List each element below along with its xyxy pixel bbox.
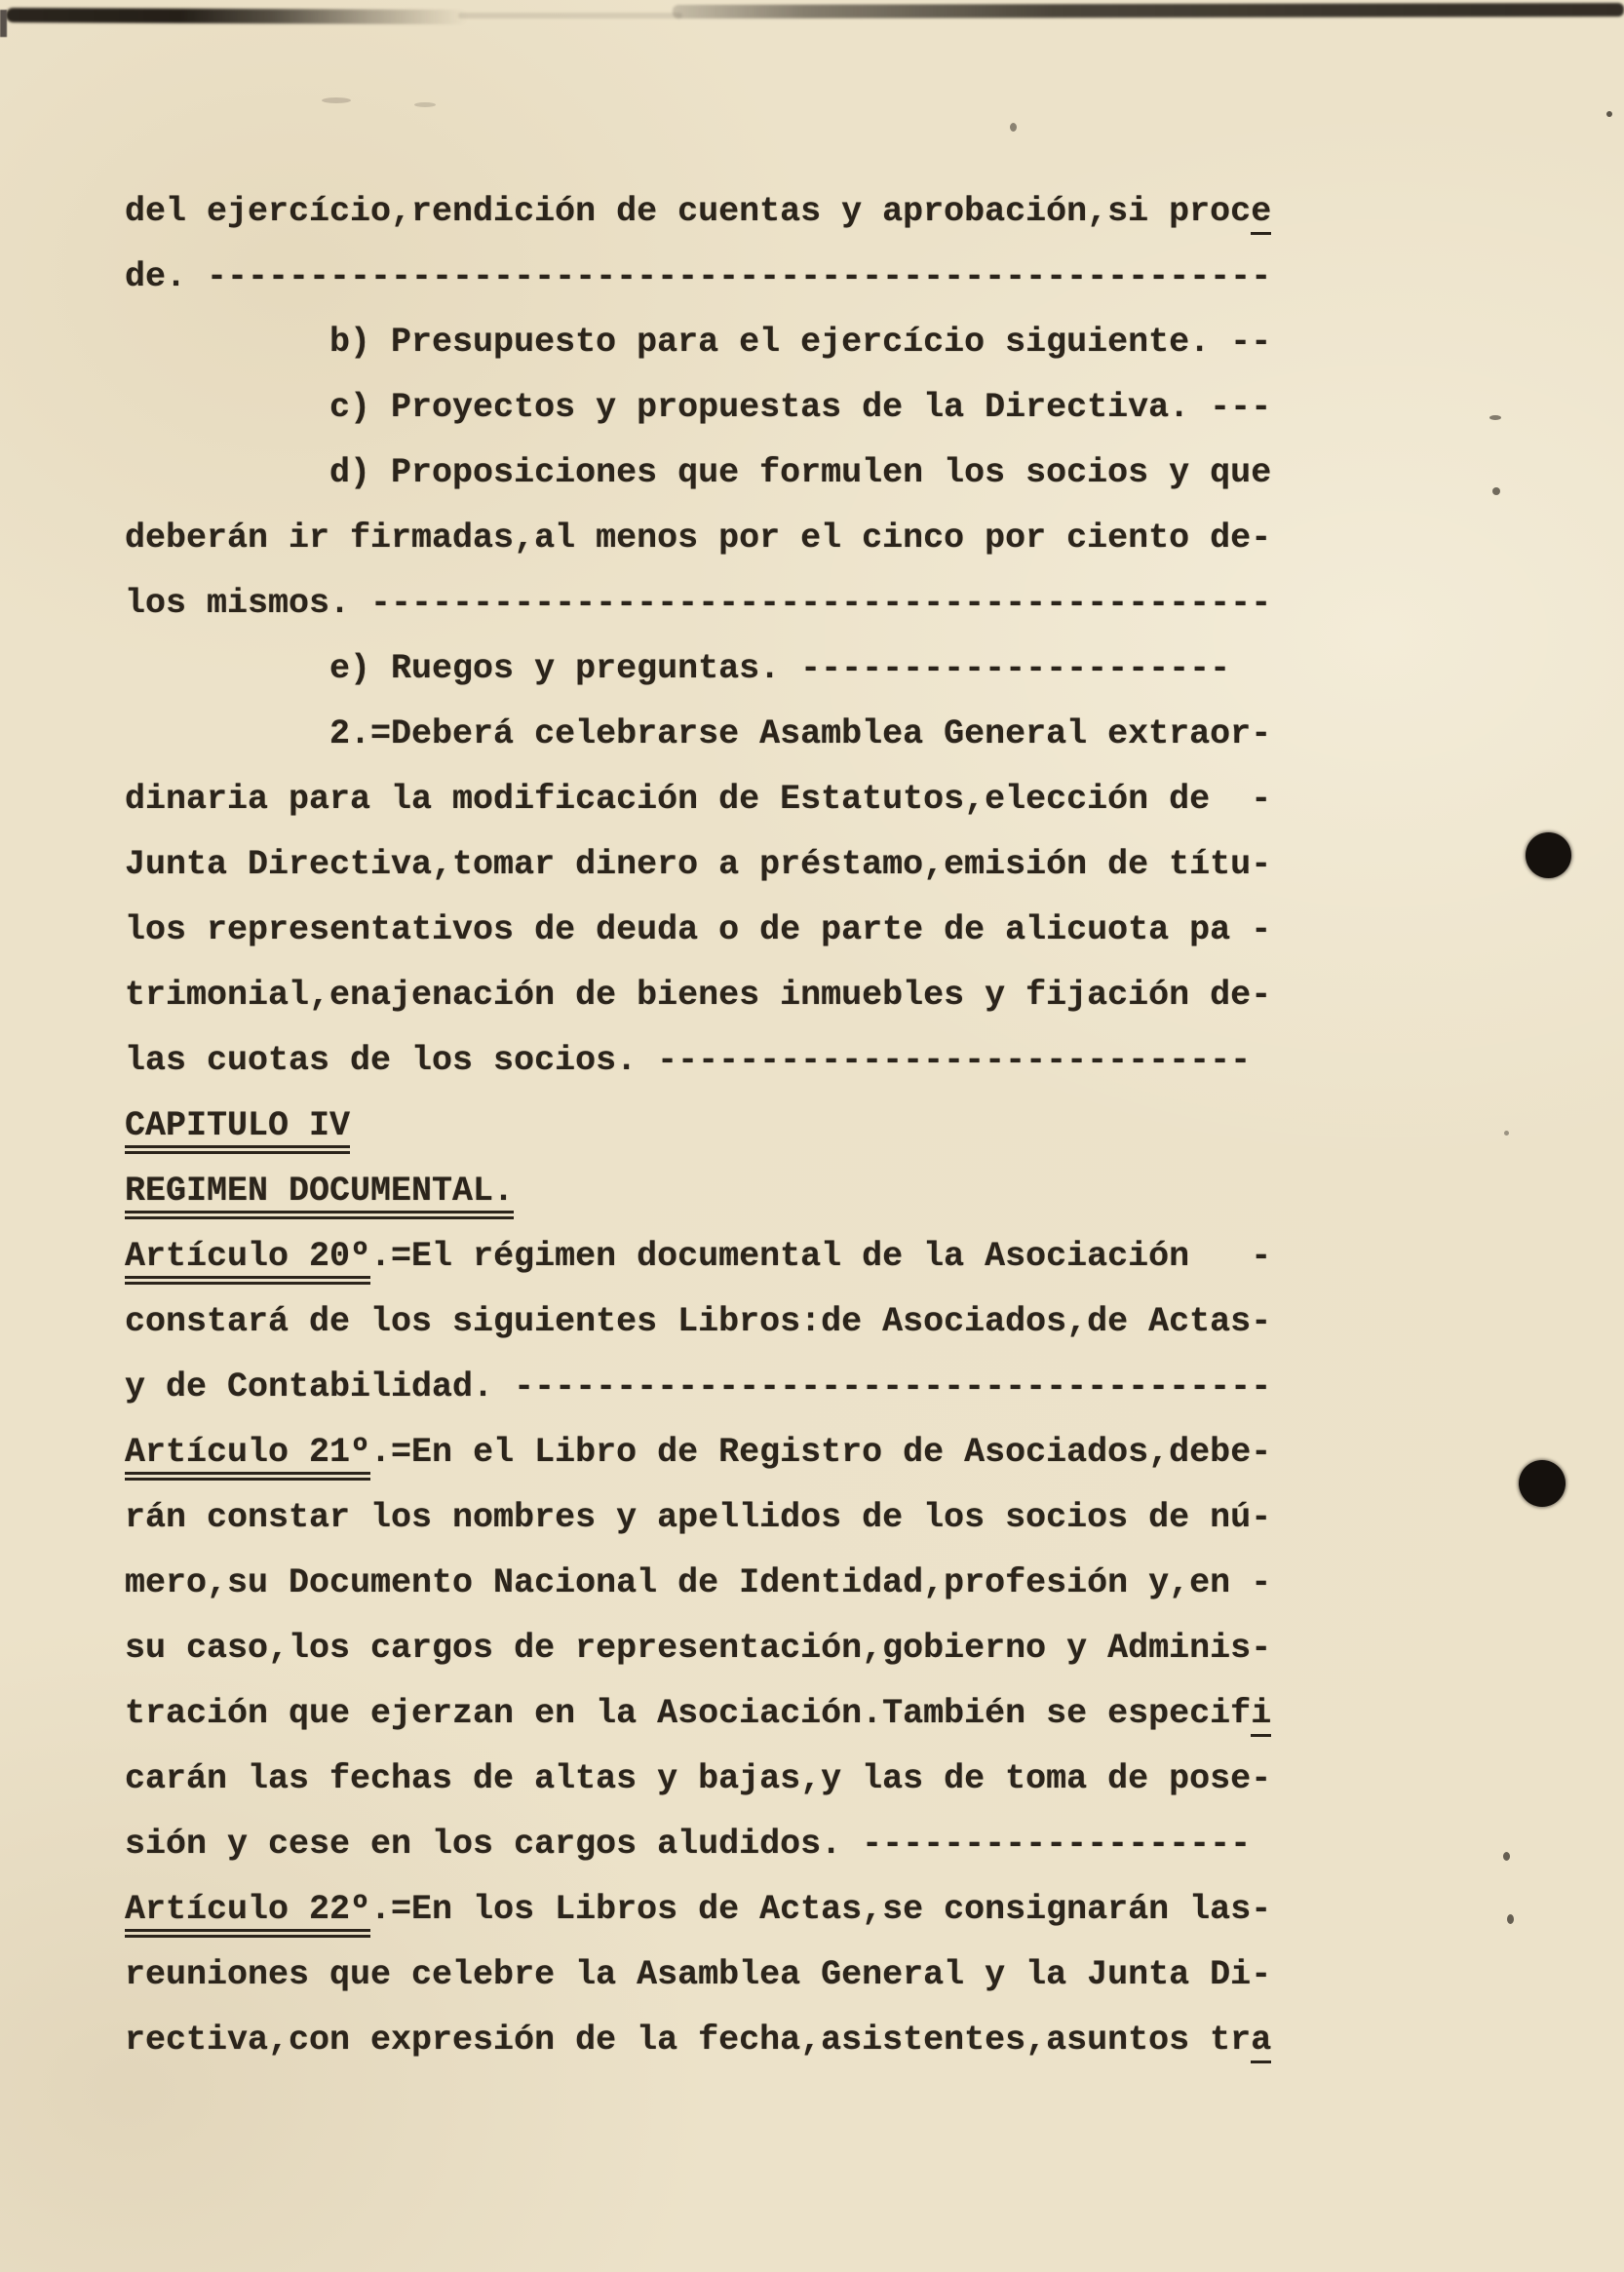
typed-line-24 <box>125 1681 1314 1747</box>
typed-line-13 <box>125 963 1314 1028</box>
section-heading <box>125 1159 1314 1224</box>
scan-smudge-top-middle <box>458 13 682 19</box>
typed-line-11 <box>125 832 1314 898</box>
typed-line-21 <box>125 1485 1314 1551</box>
typed-text: Junta Directiva,tomar dinero a préstamo,emisión de títu- <box>125 845 1272 884</box>
typed-text: las cuotas de los socios. ----------------------------- <box>125 1041 1252 1080</box>
underlined-text: Artículo 20º <box>125 1237 370 1285</box>
typed-line-22 <box>125 1551 1314 1616</box>
paper-speck <box>414 102 436 107</box>
typed-text: y de Contabilidad. ------------------------------------- <box>125 1367 1272 1406</box>
typed-text: .=El régimen documental de la Asociación - <box>370 1237 1272 1276</box>
chapter-heading <box>125 1094 1314 1159</box>
typed-line-04 <box>125 375 1314 441</box>
typed-line-18 <box>125 1290 1314 1355</box>
article-21-line <box>125 1420 1314 1485</box>
paper-speck <box>1489 415 1501 420</box>
scan-edge-mark <box>0 10 7 37</box>
paper-speck <box>1507 1914 1514 1924</box>
underlined-text: CAPITULO IV <box>125 1106 350 1154</box>
typed-text: mero,su Documento Nacional de Identidad,profesión y,en - <box>125 1563 1272 1602</box>
paper-speck <box>1503 1852 1510 1861</box>
underlined-text: i <box>1251 1694 1271 1737</box>
typed-line-06 <box>125 506 1314 571</box>
typed-line-23 <box>125 1616 1314 1681</box>
underlined-text: Artículo 21º <box>125 1433 370 1481</box>
typed-text: carán las fechas de altas y bajas,y las de toma de pose- <box>125 1759 1272 1798</box>
typed-text: tración que ejerzan en la Asociación.También se especif <box>125 1694 1252 1733</box>
typed-text: reuniones que celebre la Asamblea General y la Junta Di- <box>125 1955 1272 1994</box>
typed-line-09 <box>125 702 1314 767</box>
typed-text: del ejercício,rendición de cuentas y aprobación,si proc <box>125 192 1252 231</box>
scan-smudge-top-right <box>673 3 1624 19</box>
typed-line-26 <box>125 1812 1314 1877</box>
typed-text: sión y cese en los cargos aludidos. ------------------- <box>125 1825 1252 1864</box>
typed-text: .=En el Libro de Registro de Asociados,debe- <box>370 1433 1272 1472</box>
typed-text: 2.=Deberá celebrarse Asamblea General extraor- <box>125 714 1272 753</box>
typed-line-07 <box>125 571 1314 636</box>
paper-speck <box>1504 1131 1509 1136</box>
typed-text: .=En los Libros de Actas,se consignarán las- <box>370 1890 1272 1929</box>
typed-line-28 <box>125 1943 1314 2008</box>
typewritten-text <box>125 179 1314 2073</box>
typed-text: dinaria para la modificación de Estatutos,elección de - <box>125 780 1272 819</box>
typed-line-02 <box>125 245 1314 310</box>
paper-speck <box>322 97 351 103</box>
typed-line-05 <box>125 441 1314 506</box>
typed-line-12 <box>125 898 1314 963</box>
scan-smudge-top-left <box>6 8 468 24</box>
typed-line-14 <box>125 1028 1314 1094</box>
typed-text: e) Ruegos y preguntas. --------------------- <box>125 649 1231 688</box>
typed-text: deberán ir firmadas,al menos por el cinco por ciento de- <box>125 519 1272 558</box>
typed-text: constará de los siguientes Libros:de Asociados,de Actas- <box>125 1302 1272 1341</box>
paper-speck <box>1606 111 1612 117</box>
typed-text: su caso,los cargos de representación,gobierno y Adminis- <box>125 1629 1272 1668</box>
typed-text: trimonial,enajenación de bienes inmuebles y fijación de- <box>125 976 1272 1015</box>
typed-line-08 <box>125 636 1314 702</box>
typed-text: de. ---------------------------------------------------- <box>125 257 1272 296</box>
typed-text: los mismos. -------------------------------------------- <box>125 584 1272 623</box>
typed-line-29 <box>125 2008 1314 2073</box>
typed-line-25 <box>125 1747 1314 1812</box>
article-20-line <box>125 1224 1314 1290</box>
typed-text: c) Proyectos y propuestas de la Directiva. --- <box>125 388 1272 427</box>
underlined-text: a <box>1251 2021 1271 2063</box>
underlined-text: Artículo 22º <box>125 1890 370 1938</box>
typed-text: d) Proposiciones que formulen los socios y que <box>125 453 1272 492</box>
underlined-text: e <box>1251 192 1271 235</box>
hole-punch-dot <box>1526 832 1571 878</box>
typed-line-01 <box>125 179 1314 245</box>
typed-text: rán constar los nombres y apellidos de los socios de nú- <box>125 1498 1272 1537</box>
typed-text: los representativos de deuda o de parte de alicuota pa - <box>125 910 1272 949</box>
typed-text: b) Presupuesto para el ejercício siguiente. -- <box>125 323 1272 362</box>
typed-line-10 <box>125 767 1314 832</box>
hole-punch-dot <box>1519 1460 1566 1507</box>
article-22-line <box>125 1877 1314 1943</box>
paper-speck <box>1492 487 1500 495</box>
paper-speck <box>1010 123 1017 132</box>
typed-line-19 <box>125 1355 1314 1420</box>
typed-text: rectiva,con expresión de la fecha,asistentes,asuntos tr <box>125 2021 1252 2060</box>
typed-line-03 <box>125 310 1314 375</box>
underlined-text: REGIMEN DOCUMENTAL. <box>125 1172 514 1219</box>
